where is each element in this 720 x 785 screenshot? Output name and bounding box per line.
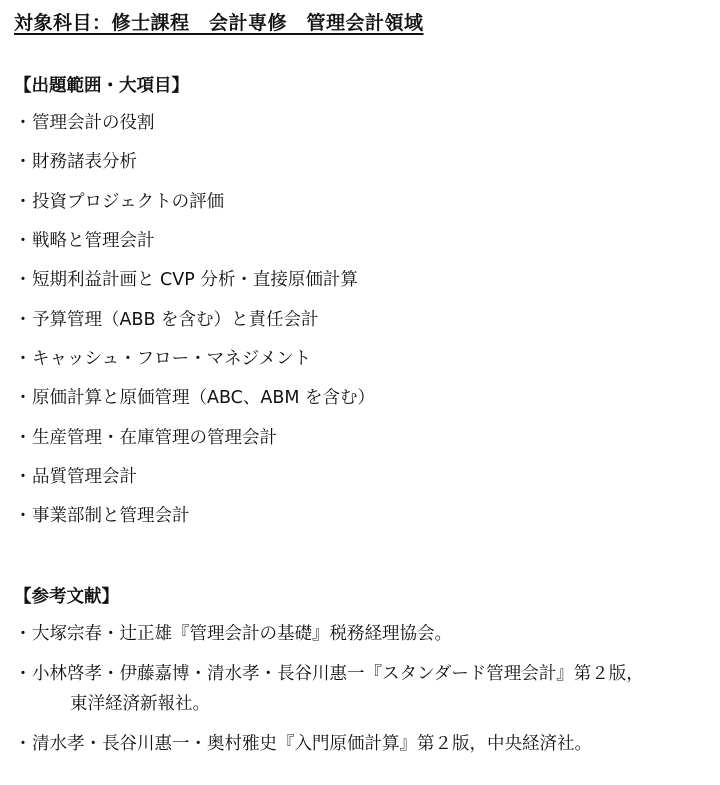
bullet: ・ bbox=[14, 310, 32, 330]
references-heading: 【参考文献】 bbox=[14, 587, 119, 607]
reference-item bbox=[14, 622, 452, 646]
bullet: ・ bbox=[14, 388, 32, 408]
bullet: ・ bbox=[14, 624, 32, 644]
bullet: ・ bbox=[14, 467, 32, 487]
reference-text: 小林啓孝・伊藤嘉博・清水孝・長谷川惠一『スタンダード管理会計』第２版， bbox=[32, 664, 644, 684]
scope-item-text: 戦略と管理会計 bbox=[32, 231, 155, 251]
scope-item bbox=[14, 190, 224, 214]
scope-item-text: 財務諸表分析 bbox=[32, 152, 137, 172]
bullet: ・ bbox=[14, 192, 32, 212]
bullet: ・ bbox=[14, 734, 32, 754]
bullet: ・ bbox=[14, 231, 32, 251]
bullet: ・ bbox=[14, 113, 32, 133]
bullet: ・ bbox=[14, 270, 32, 290]
scope-item bbox=[14, 386, 375, 410]
scope-item-text: 管理会計の役割 bbox=[32, 113, 155, 133]
scope-item-text: 短期利益計画と CVP 分析・直接原価計算 bbox=[32, 270, 358, 290]
bullet: ・ bbox=[14, 349, 32, 369]
scope-item-text: 事業部制と管理会計 bbox=[32, 506, 190, 526]
scope-item bbox=[14, 268, 358, 292]
reference-item bbox=[14, 662, 644, 686]
reference-text: 大塚宗春・辻正雄『管理会計の基礎』税務経理協会。 bbox=[32, 624, 452, 644]
bullet: ・ bbox=[14, 664, 32, 684]
bullet: ・ bbox=[14, 152, 32, 172]
scope-item-text: 品質管理会計 bbox=[32, 467, 137, 487]
scope-item bbox=[14, 426, 277, 450]
scope-item bbox=[14, 111, 155, 135]
scope-item-text: キャッシュ・フロー・マネジメント bbox=[32, 349, 312, 369]
reference-text-continuation: 東洋経済新報社。 bbox=[70, 694, 210, 714]
scope-item bbox=[14, 229, 155, 253]
scope-heading: 【出題範囲・大項目】 bbox=[14, 76, 189, 96]
scope-item-text: 予算管理（ABB を含む）と責任会計 bbox=[32, 310, 319, 330]
page-title: 対象科目：修士課程 会計専修 管理会計領域 bbox=[14, 12, 424, 34]
bullet: ・ bbox=[14, 506, 32, 526]
bullet: ・ bbox=[14, 428, 32, 448]
reference-text: 清水孝・長谷川惠一・奥村雅史『入門原価計算』第２版，中央経済社。 bbox=[32, 734, 592, 754]
scope-item bbox=[14, 150, 137, 174]
scope-item-text: 生産管理・在庫管理の管理会計 bbox=[32, 428, 277, 448]
scope-item bbox=[14, 504, 190, 528]
scope-item-text: 投資プロジェクトの評価 bbox=[32, 192, 225, 212]
reference-item bbox=[14, 732, 592, 756]
scope-item bbox=[14, 308, 319, 332]
scope-item bbox=[14, 347, 311, 371]
scope-item bbox=[14, 465, 137, 489]
scope-item-text: 原価計算と原価管理（ABC、ABM を含む） bbox=[32, 388, 376, 408]
